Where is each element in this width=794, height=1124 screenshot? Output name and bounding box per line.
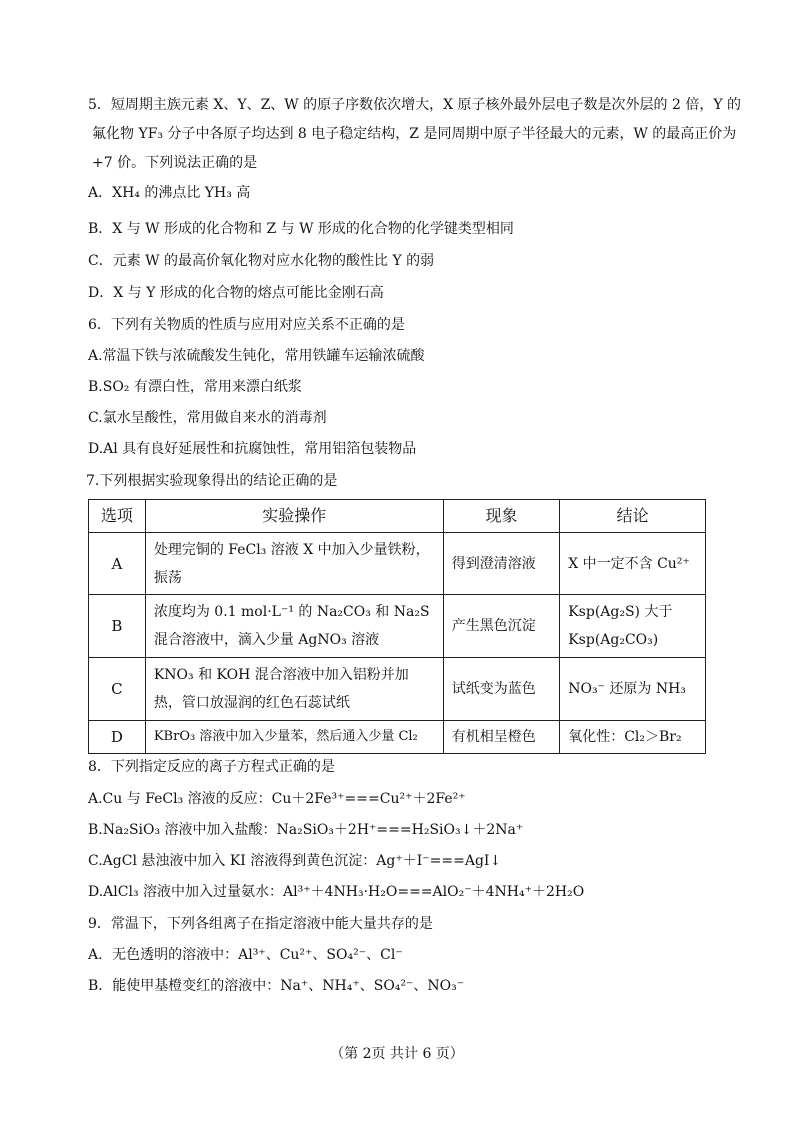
cell-conclusion: NO₃⁻ 还原为 NH₃	[560, 658, 706, 721]
header-conclusion: 结论	[560, 500, 706, 533]
cell-operation: 处理完铜的 FeCl₃ 溶液 X 中加入少量铁粉，振荡	[145, 533, 443, 595]
header-phenomenon: 现象	[443, 500, 559, 533]
cell-option: D	[89, 721, 146, 754]
q6-stem: 6．下列有关物质的性质与应用对应关系不正确的是	[88, 317, 405, 333]
cell-conclusion: 氧化性：Cl₂＞Br₂	[560, 721, 706, 754]
cell-option: A	[89, 533, 146, 595]
cell-operation: 浓度均为 0.1 mol·L⁻¹ 的 Na₂CO₃ 和 Na₂S 混合溶液中，滴入少量 AgNO₃ 溶液	[145, 595, 443, 658]
table-row	[89, 721, 706, 754]
cell-phenomenon: 得到澄清溶液	[443, 533, 559, 595]
cell-phenomenon: 产生黑色沉淀	[443, 595, 559, 658]
q6-option-d: D.Al 具有良好延展性和抗腐蚀性，常用铝箔包装物品	[88, 441, 417, 457]
table-row	[89, 595, 706, 658]
cell-phenomenon: 有机相呈橙色	[443, 721, 559, 754]
q5-option-b: B．X 与 W 形成的化合物和 Z 与 W 形成的化合物的化学键类型相同	[88, 221, 514, 237]
table-header-row	[89, 500, 706, 533]
page-footer: （第 2页 共计 6 页）	[330, 1046, 464, 1062]
q5-stem-line-3: +7 价。下列说法正确的是	[92, 155, 258, 171]
cell-operation: KBrO₃ 溶液中加入少量苯，然后通入少量 Cl₂	[145, 721, 443, 754]
cell-option: B	[89, 595, 146, 658]
header-operation: 实验操作	[145, 500, 443, 533]
cell-option: C	[89, 658, 146, 721]
q8-option-d: D.AlCl₃ 溶液中加入过量氨水：Al³⁺＋4NH₃·H₂O===AlO₂⁻＋4NH₄⁺＋2H₂O	[88, 884, 585, 900]
q5-option-d: D．X 与 Y 形成的化合物的熔点可能比金刚石高	[88, 285, 384, 301]
q6-option-a: A.常温下铁与浓硫酸发生钝化，常用铁罐车运输浓硫酸	[88, 348, 425, 364]
q7-table	[88, 499, 706, 754]
cell-conclusion: Ksp(Ag₂S) 大于 Ksp(Ag₂CO₃)	[560, 595, 706, 658]
cell-phenomenon: 试纸变为蓝色	[443, 658, 559, 721]
q7-stem: 7.下列根据实验现象得出的结论正确的是	[86, 473, 338, 489]
q6-option-b: B.SO₂ 有漂白性，常用来漂白纸浆	[88, 379, 302, 395]
q5-stem-line-1: 5．短周期主族元素 X、Y、Z、W 的原子序数依次增大，X 原子核外最外层电子数是次外层的 2 倍，Y 的	[88, 97, 742, 113]
q5-option-c: C．元素 W 的最高价氧化物对应水化物的酸性比 Y 的弱	[88, 253, 435, 269]
q5-option-a: A．XH₄ 的沸点比 YH₃ 高	[88, 185, 251, 201]
header-option: 选项	[89, 500, 146, 533]
cell-operation: KNO₃ 和 KOH 混合溶液中加入铝粉并加热，管口放湿润的红色石蕊试纸	[145, 658, 443, 721]
table-row	[89, 533, 706, 595]
q9-option-a: A．无色透明的溶液中：Al³⁺、Cu²⁺、SO₄²⁻、Cl⁻	[88, 947, 403, 963]
q8-stem: 8．下列指定反应的离子方程式正确的是	[88, 759, 335, 775]
cell-conclusion: X 中一定不含 Cu²⁺	[560, 533, 706, 595]
q5-stem-line-2: 氟化物 YF₃ 分子中各原子均达到 8 电子稳定结构，Z 是同周期中原子半径最大的元素，W 的最高正价为	[92, 126, 737, 142]
q8-option-a: A.Cu 与 FeCl₃ 溶液的反应：Cu＋2Fe³⁺===Cu²⁺＋2Fe²⁺	[88, 791, 466, 807]
q6-option-c: C.氯水呈酸性，常用做自来水的消毒剂	[88, 410, 327, 426]
q9-stem: 9．常温下，下列各组离子在指定溶液中能大量共存的是	[88, 916, 433, 932]
q8-option-b: B.Na₂SiO₃ 溶液中加入盐酸：Na₂SiO₃＋2H⁺===H₂SiO₃↓＋2Na⁺	[88, 822, 524, 838]
q8-option-c: C.AgCl 悬浊液中加入 KI 溶液得到黄色沉淀：Ag⁺＋I⁻===AgI↓	[88, 853, 502, 869]
q9-option-b: B．能使甲基橙变红的溶液中：Na⁺、NH₄⁺、SO₄²⁻、NO₃⁻	[88, 978, 465, 994]
table-row	[89, 658, 706, 721]
